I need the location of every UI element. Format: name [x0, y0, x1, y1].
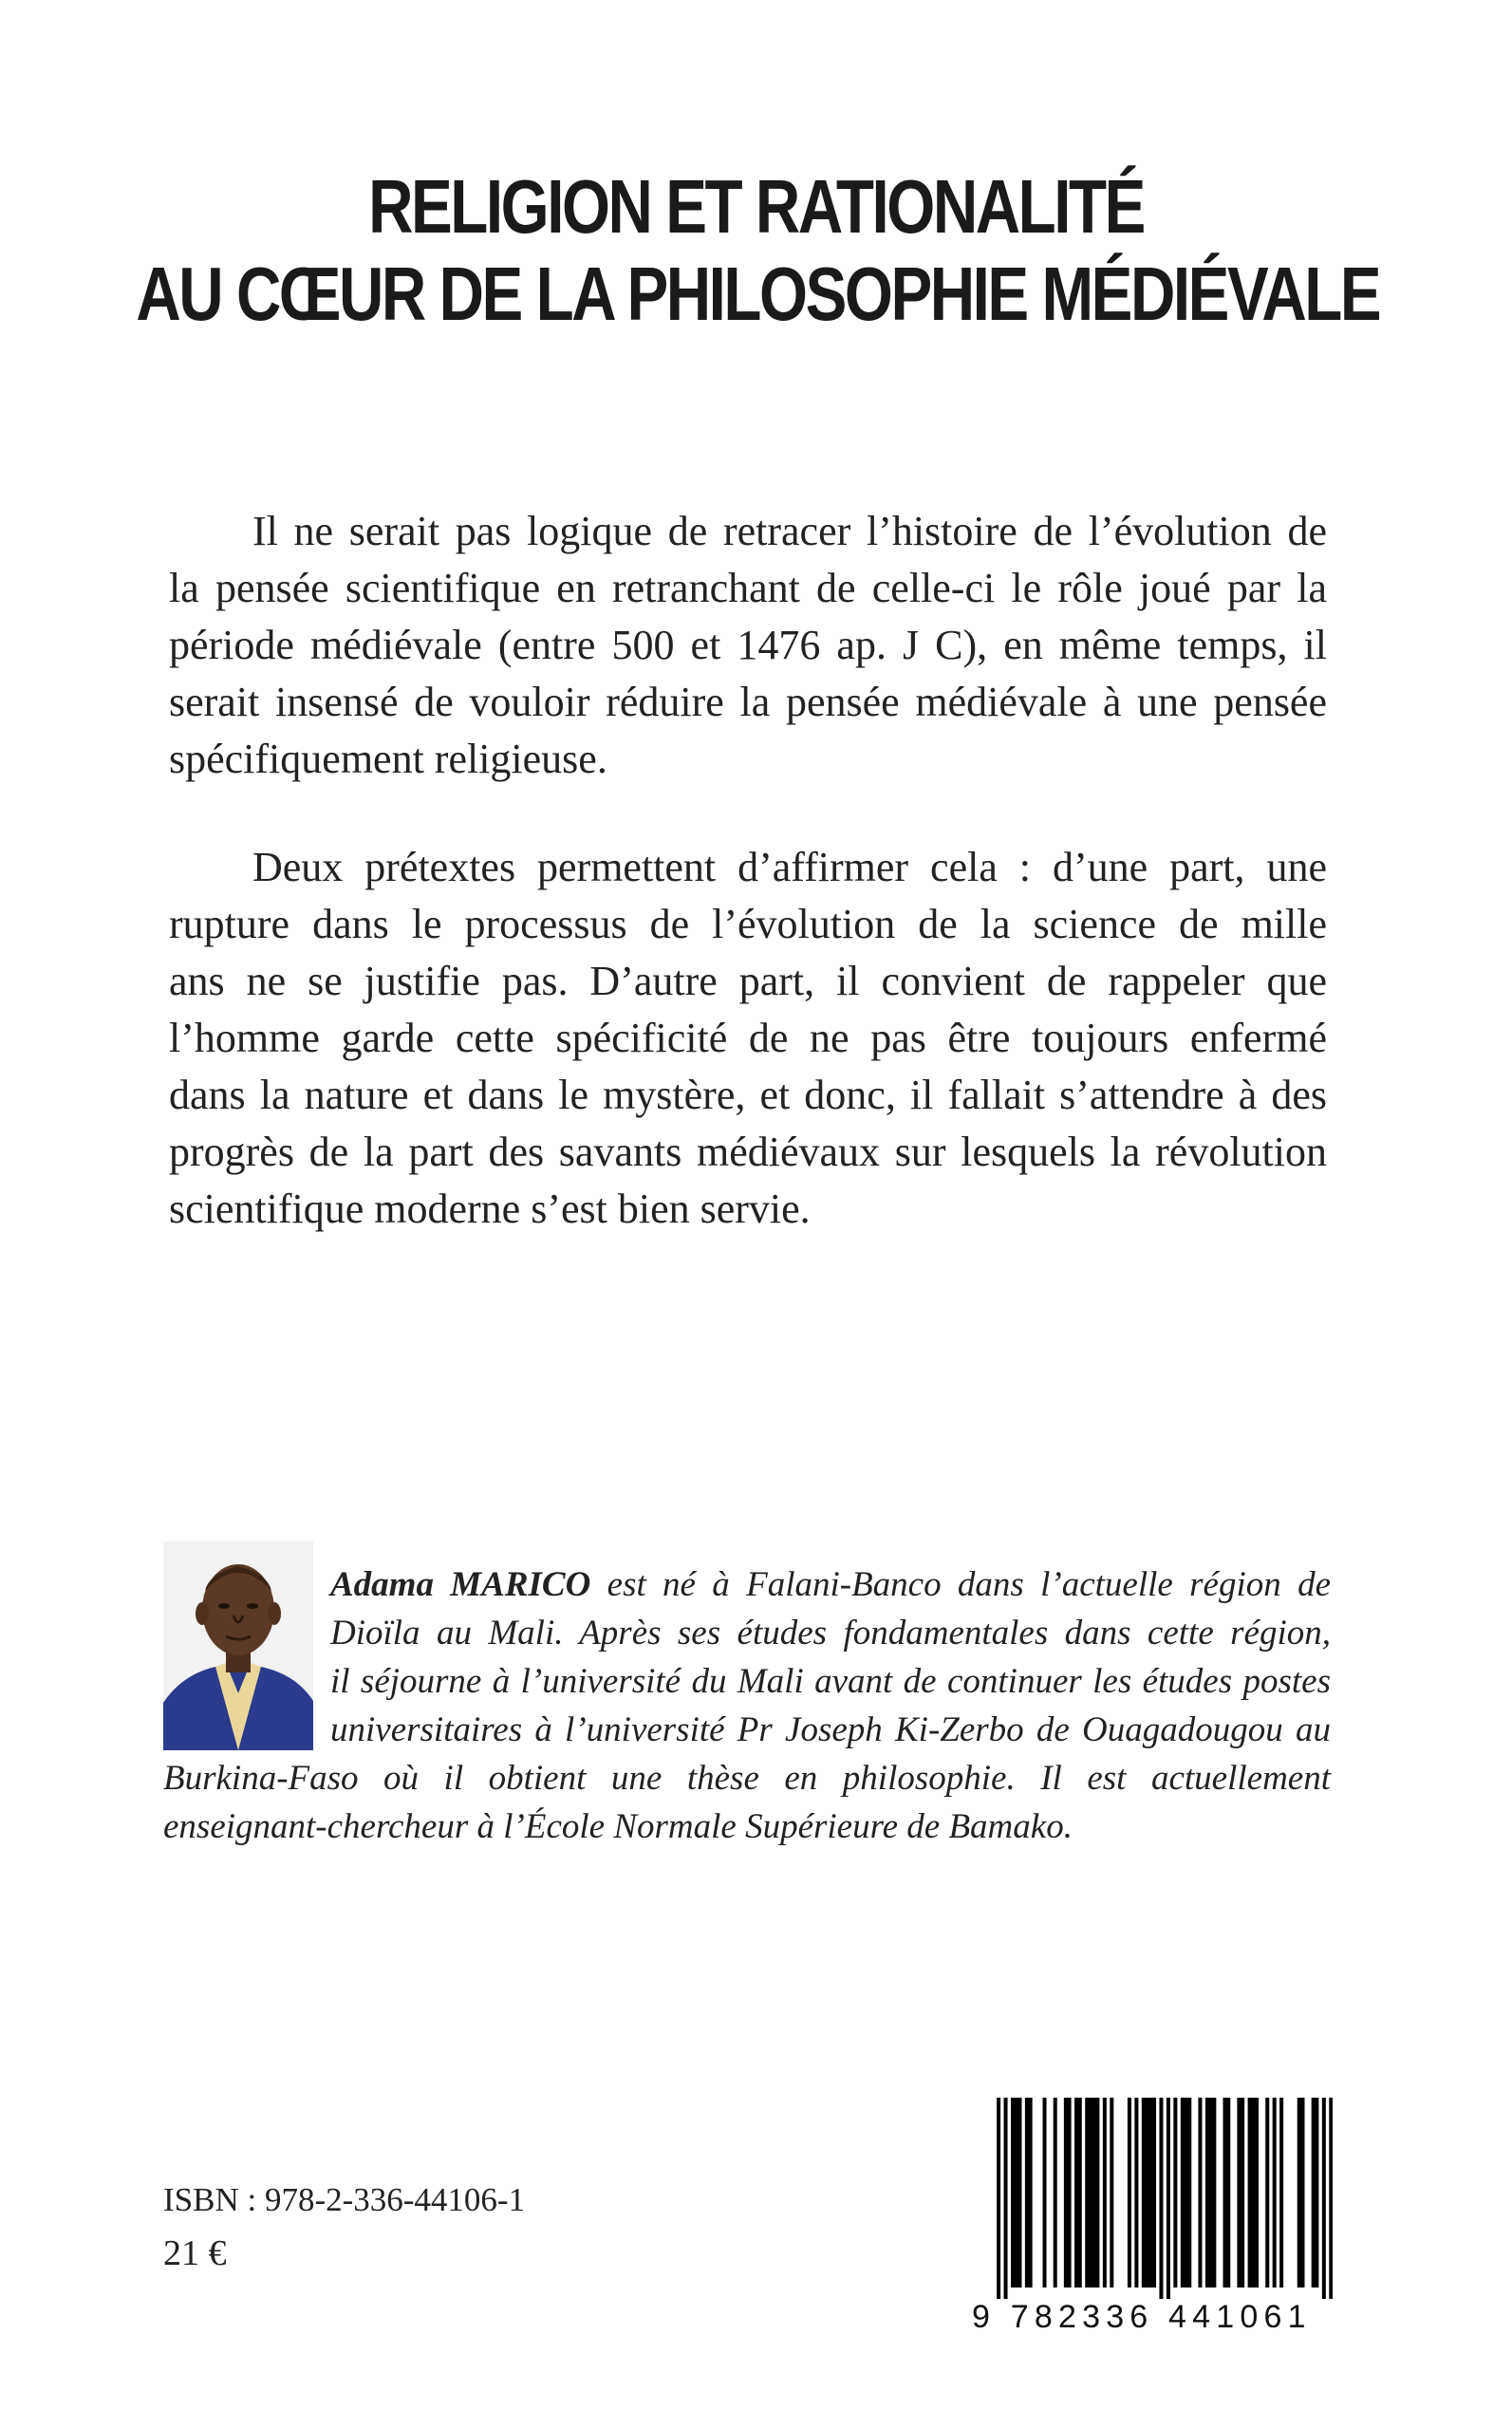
barcode-bar — [1110, 2098, 1113, 2288]
barcode-bar — [1251, 2098, 1255, 2288]
text-line: la pensée scientifique en retranchant de celle-ci le rôle joué par la — [169, 565, 1327, 611]
barcode-bar — [1187, 2098, 1191, 2288]
text-line: Il ne serait pas logique de retracer l’histoire de l’évolution de — [169, 508, 1327, 554]
title-line-1: RELIGION ET RATIONALITÉ — [368, 164, 1144, 249]
title-line-2: AU CŒUR DE LA PHILOSOPHIE MÉDIÉVALE — [136, 252, 1380, 336]
barcode-bar — [1297, 2098, 1301, 2288]
text-line: dans la nature et dans le mystère, et donc, il fallait s’attendre à des — [169, 1072, 1327, 1118]
barcode-bar — [1095, 2098, 1099, 2288]
barcode-bar — [1054, 2098, 1057, 2288]
price-label: 21 € — [163, 2233, 227, 2273]
barcode-bar — [1103, 2098, 1107, 2288]
text-line: Deux prétextes permettent d’affirmer cela : d’une part, une — [169, 844, 1327, 890]
barcode-bar — [1329, 2098, 1333, 2299]
barcode-bar — [1212, 2098, 1216, 2288]
barcode-bar — [1152, 2098, 1156, 2288]
barcode-bar — [1223, 2098, 1227, 2288]
barcode-bar — [1185, 2098, 1188, 2288]
text-line: serait insensé de vouloir réduire la pensée médiévale à une pensée — [169, 679, 1327, 725]
barcode-bars — [972, 2098, 1333, 2299]
barcode-bar — [1078, 2098, 1082, 2288]
summary-paragraph-2 — [169, 839, 1327, 1238]
barcode-bar — [1025, 2098, 1029, 2288]
text-line: progrès de la part des savants médiévaux sur lesquels la révolution — [169, 1129, 1327, 1175]
text-line: scientifique moderne s’est bien servie. — [169, 1186, 811, 1232]
barcode-bar — [1146, 2098, 1149, 2288]
barcode-bar — [1148, 2098, 1152, 2288]
text-line: rupture dans le processus de l’évolution de la science de mille — [169, 901, 1327, 947]
text-line: enseignant-chercheur à l’École Normale Supérieure de Bamako. — [163, 1807, 1073, 1846]
isbn-label: ISBN : 978-2-336-44106-1 — [163, 2181, 526, 2218]
barcode-bar — [1265, 2098, 1269, 2288]
summary-paragraph-1 — [169, 503, 1327, 788]
text-line: ans ne se justifie pas. D’autre part, il convient de rappeler que — [169, 958, 1327, 1004]
text-line: Burkina-Faso où il obtient une thèse en philosophie. Il est actuellement — [163, 1759, 1331, 1798]
text-line: spécifiquement religieuse. — [169, 736, 607, 782]
barcode-bar — [1226, 2098, 1230, 2288]
barcode-bar — [1092, 2098, 1096, 2288]
bio-line-1 — [163, 1560, 1331, 1609]
barcode-bar — [1237, 2098, 1241, 2288]
barcode-bar — [1205, 2098, 1209, 2288]
barcode-bar — [1300, 2098, 1304, 2288]
barcode-bar — [1279, 2098, 1283, 2288]
barcode-bar — [1181, 2098, 1185, 2288]
text-line: période médiévale (entre 500 et 1476 ap. J C), en même temps, il — [169, 622, 1327, 668]
barcode-bar — [1134, 2098, 1138, 2288]
barcode-bar — [1017, 2098, 1021, 2288]
author-name: Adama MARICO — [330, 1565, 591, 1604]
bio-line-1-text: est né à Falani-Banco dans l’actuelle région de — [590, 1565, 1331, 1604]
barcode-bar — [1315, 2098, 1318, 2288]
barcode-bar — [1074, 2098, 1078, 2288]
barcode-bar — [1142, 2098, 1146, 2288]
barcode-bar — [1322, 2098, 1326, 2299]
barcode-bar — [1029, 2098, 1033, 2288]
book-title — [136, 163, 1380, 338]
barcode-bar — [1312, 2098, 1316, 2288]
barcode-bar — [997, 2098, 1000, 2299]
barcode-digits: 9 782336 441061 — [972, 2299, 1312, 2335]
barcode-bar — [1273, 2098, 1277, 2288]
text-line: il séjourne à l’université du Mali avant de continuer les études postes — [330, 1662, 1331, 1701]
text-line: Dioïla au Mali. Après ses études fondamentales dans cette région, — [330, 1614, 1331, 1653]
text-line: l’homme garde cette spécificité de ne pas être toujours enfermé — [169, 1015, 1327, 1061]
barcode-bar — [1068, 2098, 1072, 2288]
barcode-bar — [1241, 2098, 1244, 2288]
barcode-bar — [1011, 2098, 1015, 2288]
barcode-bar — [1015, 2098, 1018, 2288]
text-line: universitaires à l’université Pr Joseph Ki-Zerbo de Ouagadougou au — [330, 1710, 1331, 1749]
barcode-bar — [1159, 2098, 1163, 2299]
barcode-bar — [1085, 2098, 1089, 2288]
author-biography — [163, 1560, 1331, 1851]
barcode-bar — [1043, 2098, 1047, 2288]
barcode-bar — [1089, 2098, 1092, 2288]
barcode-bar — [1004, 2098, 1008, 2299]
barcode — [972, 2098, 1333, 2344]
barcode-bar — [1064, 2098, 1068, 2288]
barcode-bar — [1255, 2098, 1259, 2288]
barcode-bar — [1128, 2098, 1131, 2288]
barcode-bar — [1198, 2098, 1202, 2288]
barcode-bar — [1167, 2098, 1170, 2299]
barcode-bar — [1248, 2098, 1252, 2288]
barcode-bar — [1209, 2098, 1213, 2288]
barcode-bar — [1173, 2098, 1177, 2288]
